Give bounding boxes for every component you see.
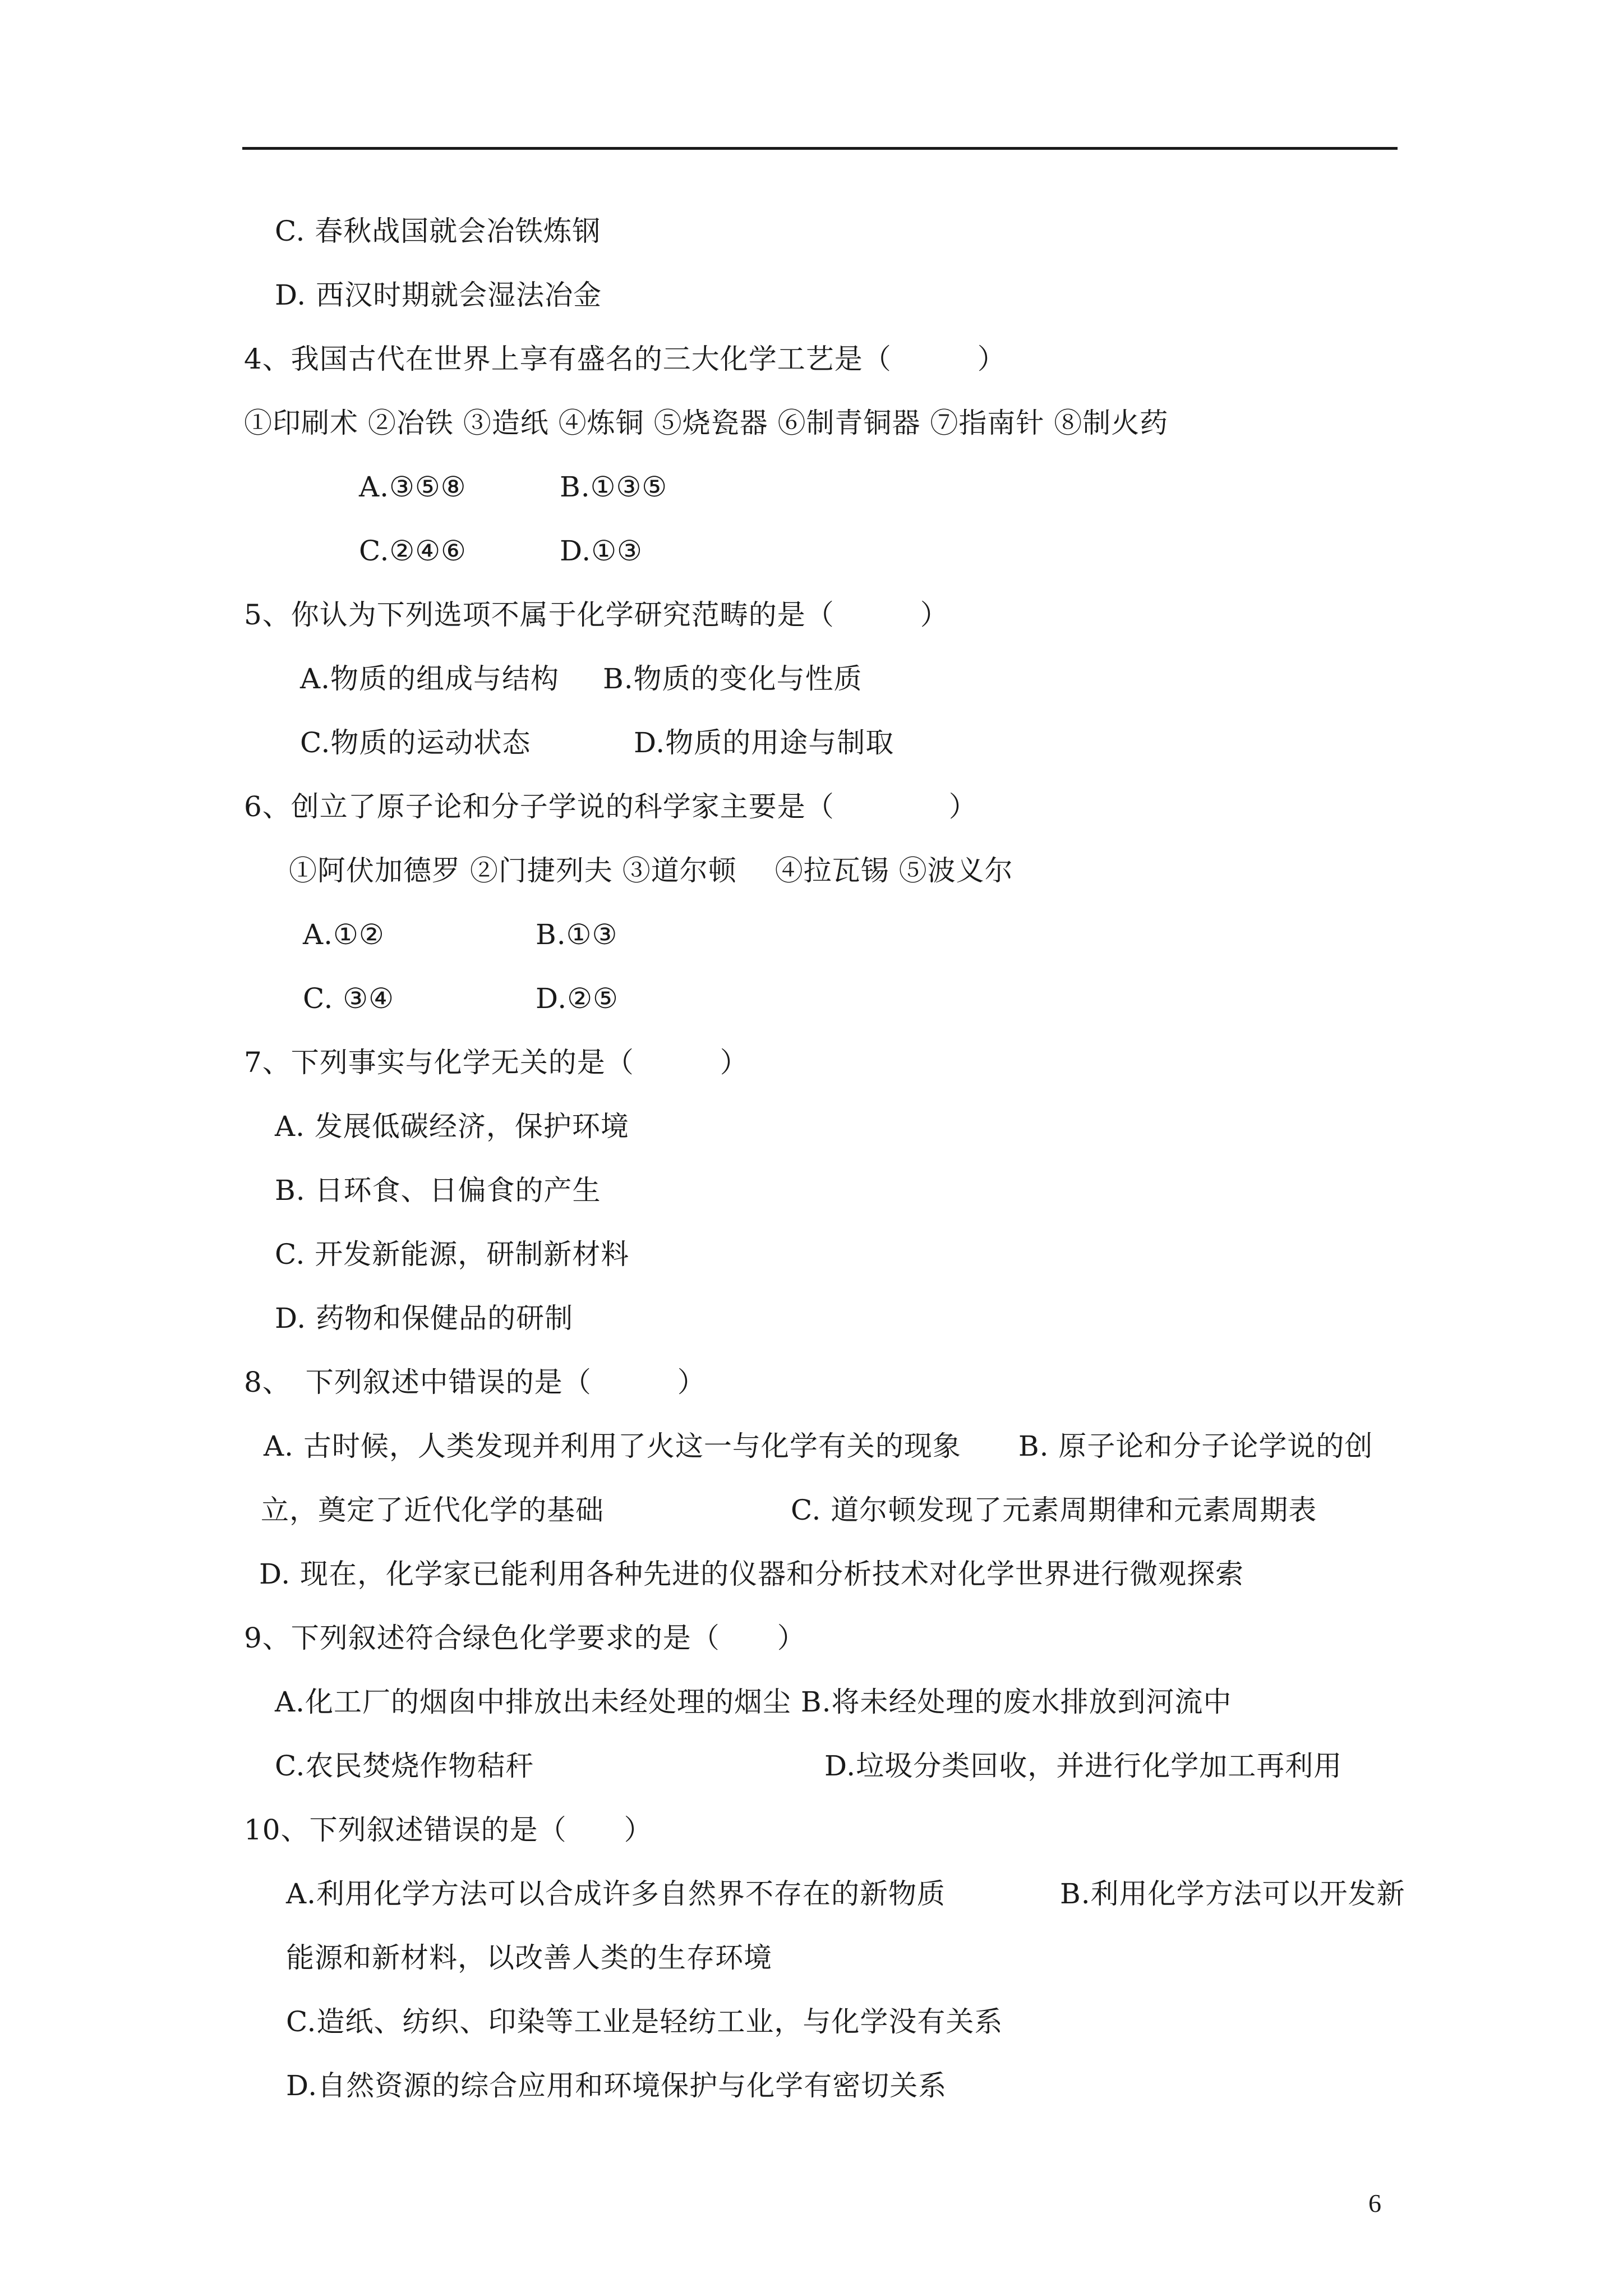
q6-items: ①阿伏加德罗 ②门捷列夫 ③道尔顿 ④拉瓦锡 ⑤波义尔 — [289, 854, 1013, 887]
q5-option-d: D.物质的用途与制取 — [634, 726, 895, 759]
q10-option-d: D.自然资源的综合应用和环境保护与化学有密切关系 — [286, 2069, 947, 2102]
q9-option-c: C.农民焚烧作物秸秆 — [275, 1750, 534, 1782]
q6-option-b: B.①③ — [536, 918, 618, 951]
q6-option-d: D.②⑤ — [536, 982, 619, 1015]
q5-option-c: C.物质的运动状态 — [300, 726, 531, 759]
q7-option-d: D. 药物和保健品的研制 — [275, 1302, 574, 1335]
q4-stem: 4、我国古代在世界上享有盛名的三大化学工艺是（ ） — [244, 343, 1006, 375]
q7-option-b: B. 日环食、日偏食的产生 — [275, 1174, 601, 1207]
q8-stem: 8、 下列叙述中错误的是（ ） — [244, 1366, 706, 1398]
q6-stem: 6、创立了原子论和分子学说的科学家主要是（ ） — [244, 790, 978, 823]
q5-stem: 5、你认为下列选项不属于化学研究范畴的是（ ） — [244, 599, 949, 631]
q9-stem: 9、下列叙述符合绿色化学要求的是（ ） — [244, 1622, 806, 1654]
q8-option-d: D. 现在，化学家已能利用各种先进的仪器和分析技术对化学世界进行微观探索 — [259, 1558, 1244, 1590]
q9-line-1: A.化工厂的烟囱中排放出未经处理的烟尘 B.将未经处理的废水排放到河流中 — [275, 1686, 1232, 1718]
q9-option-d: D.垃圾分类回收，并进行化学加工再利用 — [824, 1750, 1343, 1782]
q4-option-b: B.①③⑤ — [560, 471, 668, 503]
q8-option-c: C. 道尔顿发现了元素周期律和元素周期表 — [791, 1494, 1317, 1526]
q4-option-a: A.③⑤⑧ — [359, 471, 467, 503]
q7-option-a: A. 发展低碳经济，保护环境 — [275, 1110, 629, 1143]
q8-line-2a: 立，奠定了近代化学的基础 — [261, 1494, 604, 1526]
q6-option-a: A.①② — [303, 918, 385, 951]
q4-items: ①印刷术 ②冶铁 ③造纸 ④炼铜 ⑤烧瓷器 ⑥制青铜器 ⑦指南针 ⑧制火药 — [244, 407, 1169, 439]
q10-stem: 10、下列叙述错误的是（ ） — [244, 1814, 653, 1846]
q10-line-1: A.利用化学方法可以合成许多自然界不存在的新物质 B.利用化学方法可以开发新 — [286, 1878, 1405, 1910]
q7-option-c: C. 开发新能源，研制新材料 — [275, 1238, 630, 1271]
header-rule — [242, 147, 1398, 150]
q10-line-2: 能源和新材料，以改善人类的生存环境 — [286, 1941, 772, 1974]
q4-option-d: D.①③ — [560, 535, 643, 567]
q5-option-b: B.物质的变化与性质 — [603, 662, 863, 695]
q6-option-c: C. ③④ — [303, 982, 394, 1015]
q10-option-c: C.造纸、纺织、印染等工业是轻纺工业，与化学没有关系 — [286, 2005, 1003, 2038]
q4-option-c: C.②④⑥ — [359, 535, 467, 567]
q3-option-c: C. 春秋战国就会冶铁炼钢 — [275, 215, 601, 247]
q7-stem: 7、下列事实与化学无关的是（ ） — [244, 1046, 749, 1079]
page-number: 6 — [1368, 2189, 1381, 2217]
q8-line-1: A. 古时候，人类发现并利用了火这一与化学有关的现象 B. 原子论和分子论学说的创 — [264, 1430, 1373, 1462]
q3-option-d: D. 西汉时期就会湿法冶金 — [275, 279, 602, 311]
q5-option-a: A.物质的组成与结构 — [300, 662, 560, 695]
